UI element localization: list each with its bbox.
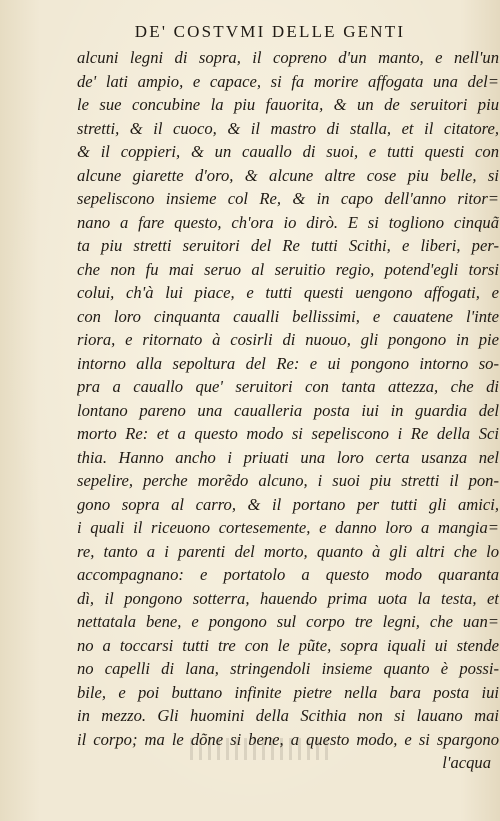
text-line: no capelli di lana, stringendoli insieme quanto è possi- (77, 659, 499, 678)
text-line: dì, il pongono sotterra, hauendo prima uota la testa, et (77, 588, 499, 608)
text-line: accompagnano: e portatolo a questo modo quaranta (77, 565, 499, 584)
text-line: pra a cauallo que' seruitori con tanta attezza, che di (77, 377, 499, 396)
text-line: ta piu stretti seruitori del Re tutti Scithi, e liberi, per- (77, 236, 499, 255)
text-line: con loro cinquanta caualli bellissimi, e cauatene l'inte (77, 306, 499, 326)
text-line: intorno alla sepoltura del Re: e ui pongono intorno so- (77, 353, 499, 373)
catchword: l'acqua (442, 753, 491, 772)
text-line: stretti, & il cuoco, & il mastro di stalla, et il citatore, (77, 118, 499, 138)
text-line: riora, e ritornato à cosirli di nuouo, gli pongono in pie (77, 330, 499, 349)
text-line: alcune giarette d'oro, & alcune altre cose piu belle, si (77, 165, 499, 185)
text-line: nano a fare questo, ch'ora io dirò. E si togliono cinquã (77, 212, 499, 232)
text-line: che non fu mai seruo al seruitio regio, potend'egli torsi (77, 259, 499, 279)
text-line: thia. Hanno ancho i priuati una loro certa usanza nel (77, 447, 499, 467)
body-text (77, 46, 499, 775)
text-line: sepelire, perche morẽdo alcuno, i suoi piu stretti il pon- (77, 471, 499, 490)
text-line: il corpo; ma le dõne si bene, a questo modo, e si spargono (77, 729, 499, 749)
text-line: lontano pareno una caualleria posta iui in guardia del (77, 400, 499, 420)
text-line: bile, e poi buttano infinite pietre nella bara posta iui (77, 682, 499, 702)
text-line: le sue concubine la piu fauorita, & un de seruitori piu (77, 95, 499, 114)
text-line: morto Re: et a questo modo si sepeliscono i Re della Sci (77, 424, 499, 443)
text-line: & il coppieri, & un cauallo di suoi, e tutti questi con (77, 142, 499, 161)
text-line: gono sopra al carro, & il portano per tutti gli amici, (77, 494, 499, 514)
text-line: colui, ch'à lui piace, e tutti questi uengono affogati, e (77, 283, 499, 302)
text-line: no a toccarsi tutti tre con le pũte, sopra iquali ui stende (77, 635, 499, 655)
show-through-ink (190, 738, 330, 760)
text-line: alcuni legni di sopra, il copreno d'un manto, e nell'un (77, 48, 499, 67)
text-line: de' lati ampio, e capace, si fa morire affogata una del= (77, 71, 499, 91)
running-head: DE' COSTVMI DELLE GENTI (134, 22, 406, 41)
text-line: re, tanto a i parenti del morto, quanto à gli altri che lo (77, 541, 499, 561)
text-line: i quali il riceuono cortesemente, e danno loro a mangia= (77, 518, 499, 537)
text-line: nettatala bene, e pongono sul corpo tre legni, che uan= (77, 612, 499, 631)
text-line: sepeliscono insieme col Re, & in capo dell'anno ritor= (77, 189, 499, 208)
text-line: in mezzo. Gli huomini della Scithia non si lauano mai (77, 706, 499, 725)
